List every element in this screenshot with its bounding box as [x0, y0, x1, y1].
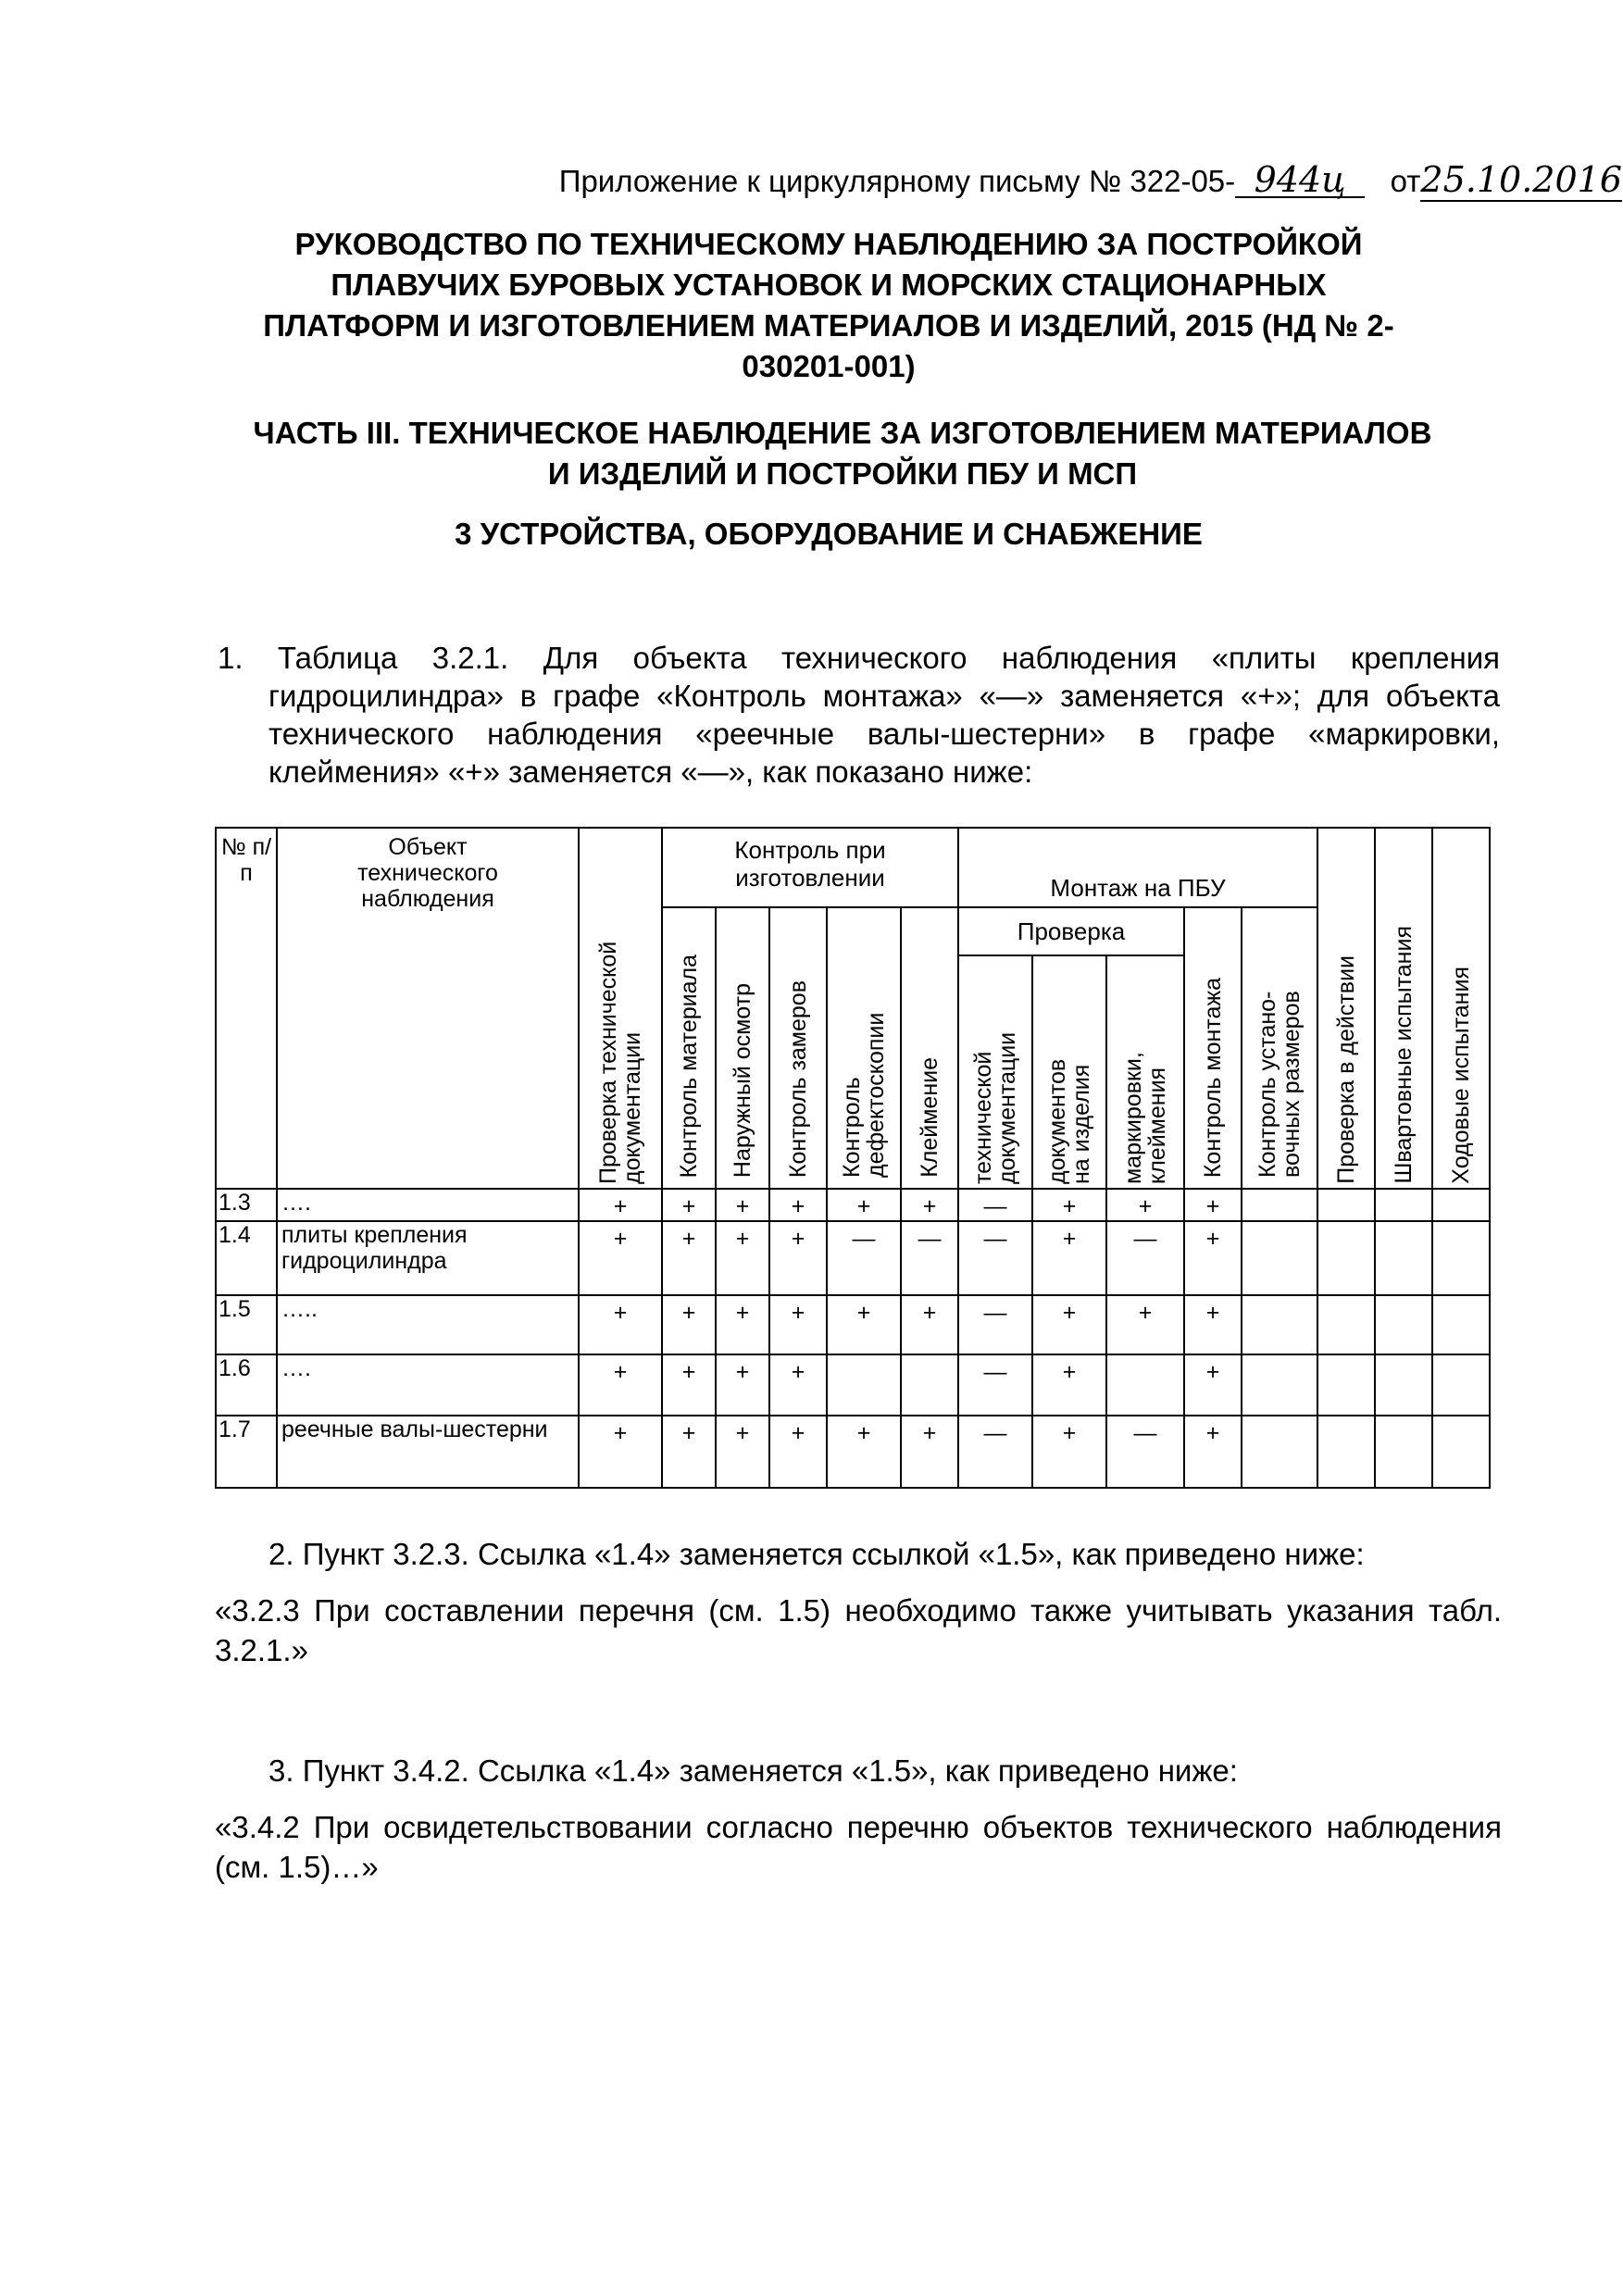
row-mark: +	[1032, 1416, 1106, 1488]
part-line: ЧАСТЬ III. ТЕХНИЧЕСКОЕ НАБЛЮДЕНИЕ ЗА ИЗГОТОВЛЕНИЕМ МАТЕРИАЛОВ	[253, 416, 1432, 450]
header-mount-ctrl	[1184, 907, 1242, 1189]
circular-letter-header	[559, 159, 1622, 200]
row-mark: +	[769, 1189, 827, 1221]
table-row	[216, 1295, 1490, 1354]
title-line: 030201-001)	[742, 349, 916, 383]
row-mark	[1432, 1295, 1490, 1354]
row-mark: —	[958, 1189, 1032, 1221]
row-mark: +	[579, 1221, 662, 1295]
header-mooring	[1375, 828, 1432, 1189]
header-mount-ctrl-label: Контроль монтажа	[1200, 977, 1226, 1178]
row-mark: +	[716, 1295, 769, 1354]
row-mark	[1242, 1189, 1317, 1221]
header-tech-doc	[958, 955, 1032, 1189]
header-docs-item-label: документов на изделия	[1044, 1058, 1094, 1184]
header-stamp-label: Клеймение	[917, 1057, 943, 1178]
row-mark: +	[579, 1189, 662, 1221]
header-marking	[1106, 955, 1184, 1189]
item-3-paragraph: 3. Пункт 3.4.2. Ссылка «1.4» заменяется «1.5», как приведено ниже:	[268, 1753, 1238, 1788]
row-mark: +	[827, 1295, 901, 1354]
item-1-paragraph: 1. Таблица 3.2.1. Для объекта технического наблюдения «плиты крепления гидроцилиндра» в графе «Контроль монтажа» «—» заменяется «+»; для объекта технического наблюдения «реечные валы-шестерни» в графе «маркировки, клеймения» «+» заменяется «—», как показано ниже:	[218, 641, 1500, 789]
row-object: …..	[277, 1295, 579, 1354]
row-mark: —	[958, 1354, 1032, 1416]
row-mark	[1242, 1354, 1317, 1416]
row-mark	[901, 1354, 958, 1416]
row-mark: +	[769, 1416, 827, 1488]
header-visual-label: Наружный осмотр	[730, 982, 755, 1178]
row-mark	[1432, 1189, 1490, 1221]
row-mark	[1317, 1295, 1375, 1354]
row-mark: +	[1106, 1295, 1184, 1354]
header-tech-doc-label: технической документации	[970, 1031, 1020, 1184]
row-mark: +	[1184, 1295, 1242, 1354]
row-mark: +	[662, 1189, 716, 1221]
header-manufacturing: Контроль при изготовлении	[662, 828, 958, 907]
row-mark	[1317, 1416, 1375, 1488]
header-install-dims-label: Контроль устано-вочных размеров	[1255, 991, 1305, 1178]
row-mark: +	[769, 1295, 827, 1354]
row-mark: +	[1184, 1189, 1242, 1221]
amendment-table	[215, 827, 1491, 1489]
letter-number-handwritten: 944ц	[1235, 163, 1365, 198]
part-line: И ИЗДЕЛИЙ И ПОСТРОЙКИ ПБУ И МСП	[547, 456, 1138, 491]
row-mark	[1375, 1354, 1432, 1416]
row-mark: +	[1184, 1354, 1242, 1416]
header-material	[662, 907, 716, 1189]
row-mark	[1242, 1221, 1317, 1295]
row-mark: +	[579, 1354, 662, 1416]
header-doc-check	[579, 828, 662, 1189]
row-mark: +	[1032, 1221, 1106, 1295]
header-visual	[716, 907, 769, 1189]
row-mark	[1375, 1221, 1432, 1295]
row-mark: +	[827, 1189, 901, 1221]
row-mark: +	[827, 1416, 901, 1488]
row-mark	[827, 1354, 901, 1416]
row-mark: +	[901, 1295, 958, 1354]
header-material-label: Контроль материала	[676, 954, 702, 1178]
table-row	[216, 1189, 1490, 1221]
item-2-quote: «3.2.3 При составлении перечня (см. 1.5) необходимо также учитывать указания табл. 3.2.1.»	[215, 1593, 1502, 1667]
row-mark	[1375, 1416, 1432, 1488]
row-mark	[1317, 1354, 1375, 1416]
header-measure	[769, 907, 827, 1189]
row-mark: +	[716, 1416, 769, 1488]
header-object: Объект технического наблюдения	[277, 828, 579, 1189]
row-number: 1.6	[216, 1354, 277, 1416]
row-object: плиты крепления гидроцилиндра	[277, 1221, 579, 1295]
row-mark: +	[1184, 1221, 1242, 1295]
row-mark: +	[901, 1416, 958, 1488]
header-stamp	[901, 907, 958, 1189]
row-mark	[1375, 1295, 1432, 1354]
header-measure-label: Контроль замеров	[785, 980, 811, 1178]
row-mark	[1317, 1221, 1375, 1295]
part-heading	[204, 413, 1481, 494]
row-object: реечные валы-шестерни	[277, 1416, 579, 1488]
header-operation-label: Проверка в действии	[1333, 955, 1359, 1184]
header-doc-check-label: Проверка технической документации	[595, 941, 645, 1184]
row-mark	[1317, 1189, 1375, 1221]
title-line: РУКОВОДСТВО ПО ТЕХНИЧЕСКОМУ НАБЛЮДЕНИЮ ЗА ПОСТРОЙКОЙ	[294, 227, 1363, 261]
row-mark: —	[958, 1221, 1032, 1295]
row-mark: +	[769, 1354, 827, 1416]
row-mark: +	[1032, 1354, 1106, 1416]
item-3-quote: «3.4.2 При освидетельствовании согласно перечню объектов технического наблюдения (см. 1.5)…»	[215, 1810, 1502, 1884]
title-line: ПЛАТФОРМ И ИЗГОТОВЛЕНИЕМ МАТЕРИАЛОВ И ИЗДЕЛИЙ, 2015 (НД № 2-	[263, 308, 1394, 343]
row-mark: +	[716, 1354, 769, 1416]
document-title	[185, 224, 1472, 387]
item-2-paragraph: 2. Пункт 3.2.3. Ссылка «1.4» заменяется ссылкой «1.5», как приведено ниже:	[268, 1537, 1365, 1571]
header-marking-label: маркировки, клеймения	[1120, 1052, 1170, 1184]
row-mark: +	[662, 1221, 716, 1295]
header-mounting: Монтаж на ПБУ	[958, 828, 1317, 907]
row-mark: +	[1184, 1416, 1242, 1488]
row-mark: +	[901, 1189, 958, 1221]
header-docs-item	[1032, 955, 1106, 1189]
row-mark: —	[1106, 1416, 1184, 1488]
row-mark	[1242, 1295, 1317, 1354]
row-number: 1.7	[216, 1416, 277, 1488]
row-mark	[1242, 1416, 1317, 1488]
row-mark	[1432, 1416, 1490, 1488]
row-mark: —	[901, 1221, 958, 1295]
row-mark	[1432, 1354, 1490, 1416]
row-mark: +	[662, 1416, 716, 1488]
header-sea-label: Ходовые испытания	[1448, 967, 1474, 1184]
table-row	[216, 1354, 1490, 1416]
row-mark: +	[579, 1295, 662, 1354]
section-heading: 3 УСТРОЙСТВА, ОБОРУДОВАНИЕ И СНАБЖЕНИЕ	[455, 517, 1203, 551]
row-mark: —	[958, 1295, 1032, 1354]
header-prefix: Приложение к циркулярному письму № 322-05-	[558, 164, 1236, 198]
header-num: № п/п	[216, 828, 277, 1189]
header-ndt-label: Контроль дефектоскопии	[839, 1012, 889, 1178]
row-mark	[1432, 1221, 1490, 1295]
title-line: ПЛАВУЧИХ БУРОВЫХ УСТАНОВОК И МОРСКИХ СТАЦИОНАРНЫХ	[331, 268, 1327, 302]
row-mark	[1375, 1189, 1432, 1221]
table-row	[216, 1416, 1490, 1488]
row-object: ….	[277, 1189, 579, 1221]
row-mark	[1106, 1354, 1184, 1416]
row-mark: +	[662, 1354, 716, 1416]
row-object: ….	[277, 1354, 579, 1416]
row-number: 1.5	[216, 1295, 277, 1354]
row-mark: +	[579, 1416, 662, 1488]
row-mark: +	[1032, 1189, 1106, 1221]
header-ndt	[827, 907, 901, 1189]
header-operation	[1317, 828, 1375, 1189]
header-from-word: от	[1390, 164, 1421, 198]
row-mark: —	[1106, 1221, 1184, 1295]
row-number: 1.4	[216, 1221, 277, 1295]
row-mark: —	[827, 1221, 901, 1295]
row-mark: +	[1032, 1295, 1106, 1354]
row-mark: +	[716, 1221, 769, 1295]
row-mark: +	[769, 1221, 827, 1295]
table-row	[216, 1221, 1490, 1295]
row-mark: —	[958, 1416, 1032, 1488]
row-mark: +	[716, 1189, 769, 1221]
date-handwritten: 25.10.2016	[1420, 159, 1622, 200]
row-number: 1.3	[216, 1189, 277, 1221]
row-mark: +	[1106, 1189, 1184, 1221]
header-install-dims	[1242, 907, 1317, 1189]
header-check: Проверка	[958, 907, 1184, 955]
header-sea	[1432, 828, 1490, 1189]
header-mooring-label: Швартовные испытания	[1391, 926, 1417, 1184]
row-mark: +	[662, 1295, 716, 1354]
